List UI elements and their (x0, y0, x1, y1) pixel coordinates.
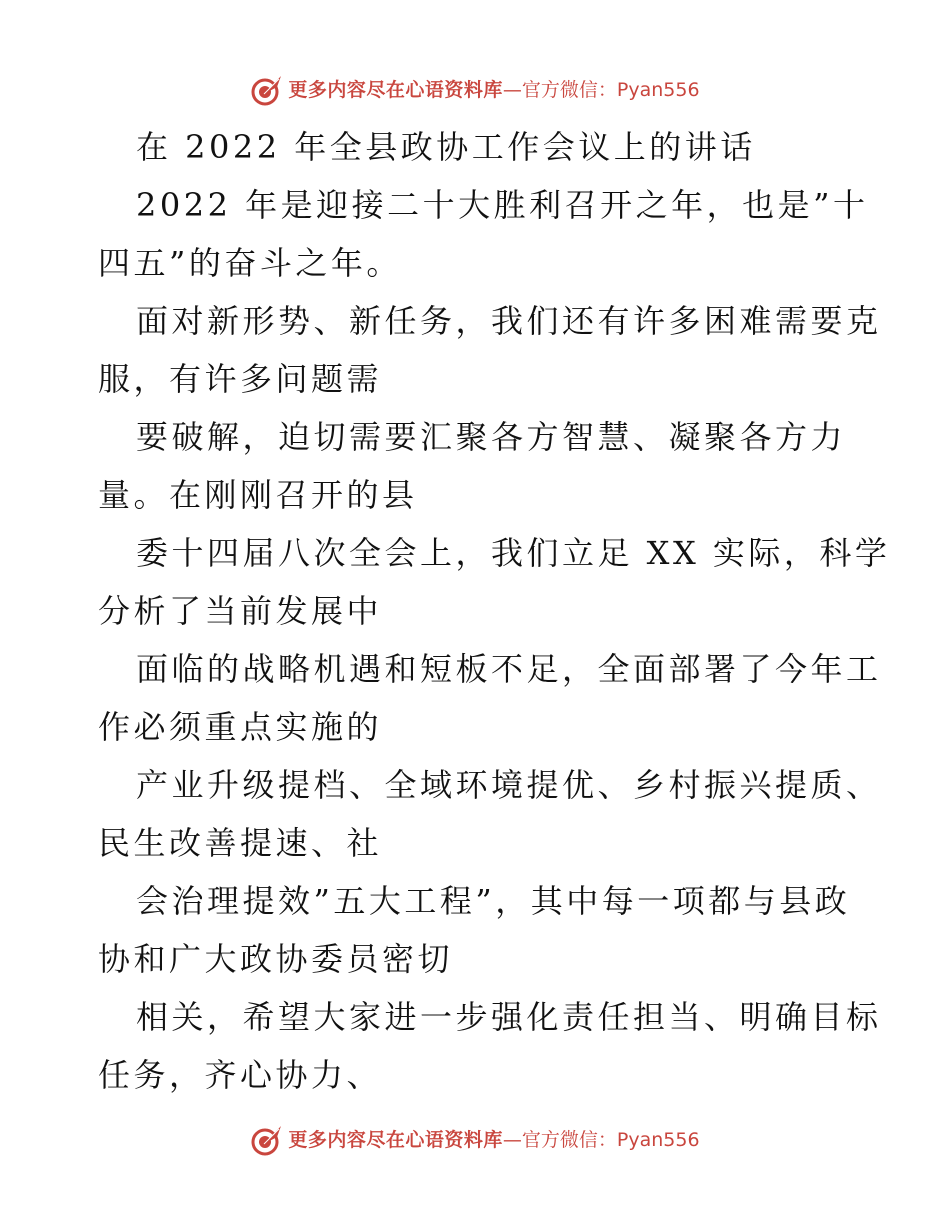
paragraph-line: 量。在刚刚召开的县 (98, 476, 418, 514)
paragraph-line: 产业升级提档、全域环境提优、乡村振兴提质、 (136, 766, 882, 804)
footer-dash: — (502, 1129, 522, 1151)
paragraph-line: 任务，齐心协力、 (98, 1056, 383, 1094)
footer-promo-text: 更多内容尽在心语资料库 (288, 1129, 503, 1151)
paragraph-line: 面对新形势、新任务，我们还有许多困难需要克 (136, 302, 882, 340)
paragraph-line: 协和广大政协委员密切 (98, 940, 454, 978)
paragraph-line: 委十四届八次全会上，我们立足 XX 实际，科学 (136, 534, 891, 572)
paragraph-line: 面临的战略机遇和短板不足，全面部署了今年工 (136, 650, 882, 688)
header-wechat-text: 官方微信：Pyan556 (521, 79, 700, 101)
document-body (98, 118, 891, 1104)
header-banner (0, 70, 950, 110)
footer-wechat-text: 官方微信：Pyan556 (521, 1129, 700, 1151)
header-dash: — (502, 79, 522, 101)
paragraph-line: 相关，希望大家进一步强化责任担当、明确目标 (136, 998, 882, 1036)
paragraph-line: 服，有许多问题需 (98, 360, 383, 398)
quill-logo-icon (250, 73, 284, 107)
paragraph-line: 分析了当前发展中 (98, 592, 383, 630)
header-promo-text: 更多内容尽在心语资料库 (288, 79, 503, 101)
quill-logo-icon (250, 1123, 284, 1157)
paragraph-line: 要破解，迫切需要汇聚各方智慧、凝聚各方力 (136, 418, 847, 456)
paragraph-line: 民生改善提速、社 (98, 824, 383, 862)
paragraph-line: 四五”的奋斗之年。 (98, 244, 402, 282)
paragraph-line: 2022 年是迎接二十大胜利召开之年，也是”十 (136, 186, 869, 224)
document-title: 在 2022 年全县政协工作会议上的讲话 (136, 128, 756, 166)
footer-banner (0, 1120, 950, 1160)
paragraph-line: 作必须重点实施的 (98, 708, 383, 746)
paragraph-line: 会治理提效”五大工程”，其中每一项都与县政 (136, 882, 851, 920)
